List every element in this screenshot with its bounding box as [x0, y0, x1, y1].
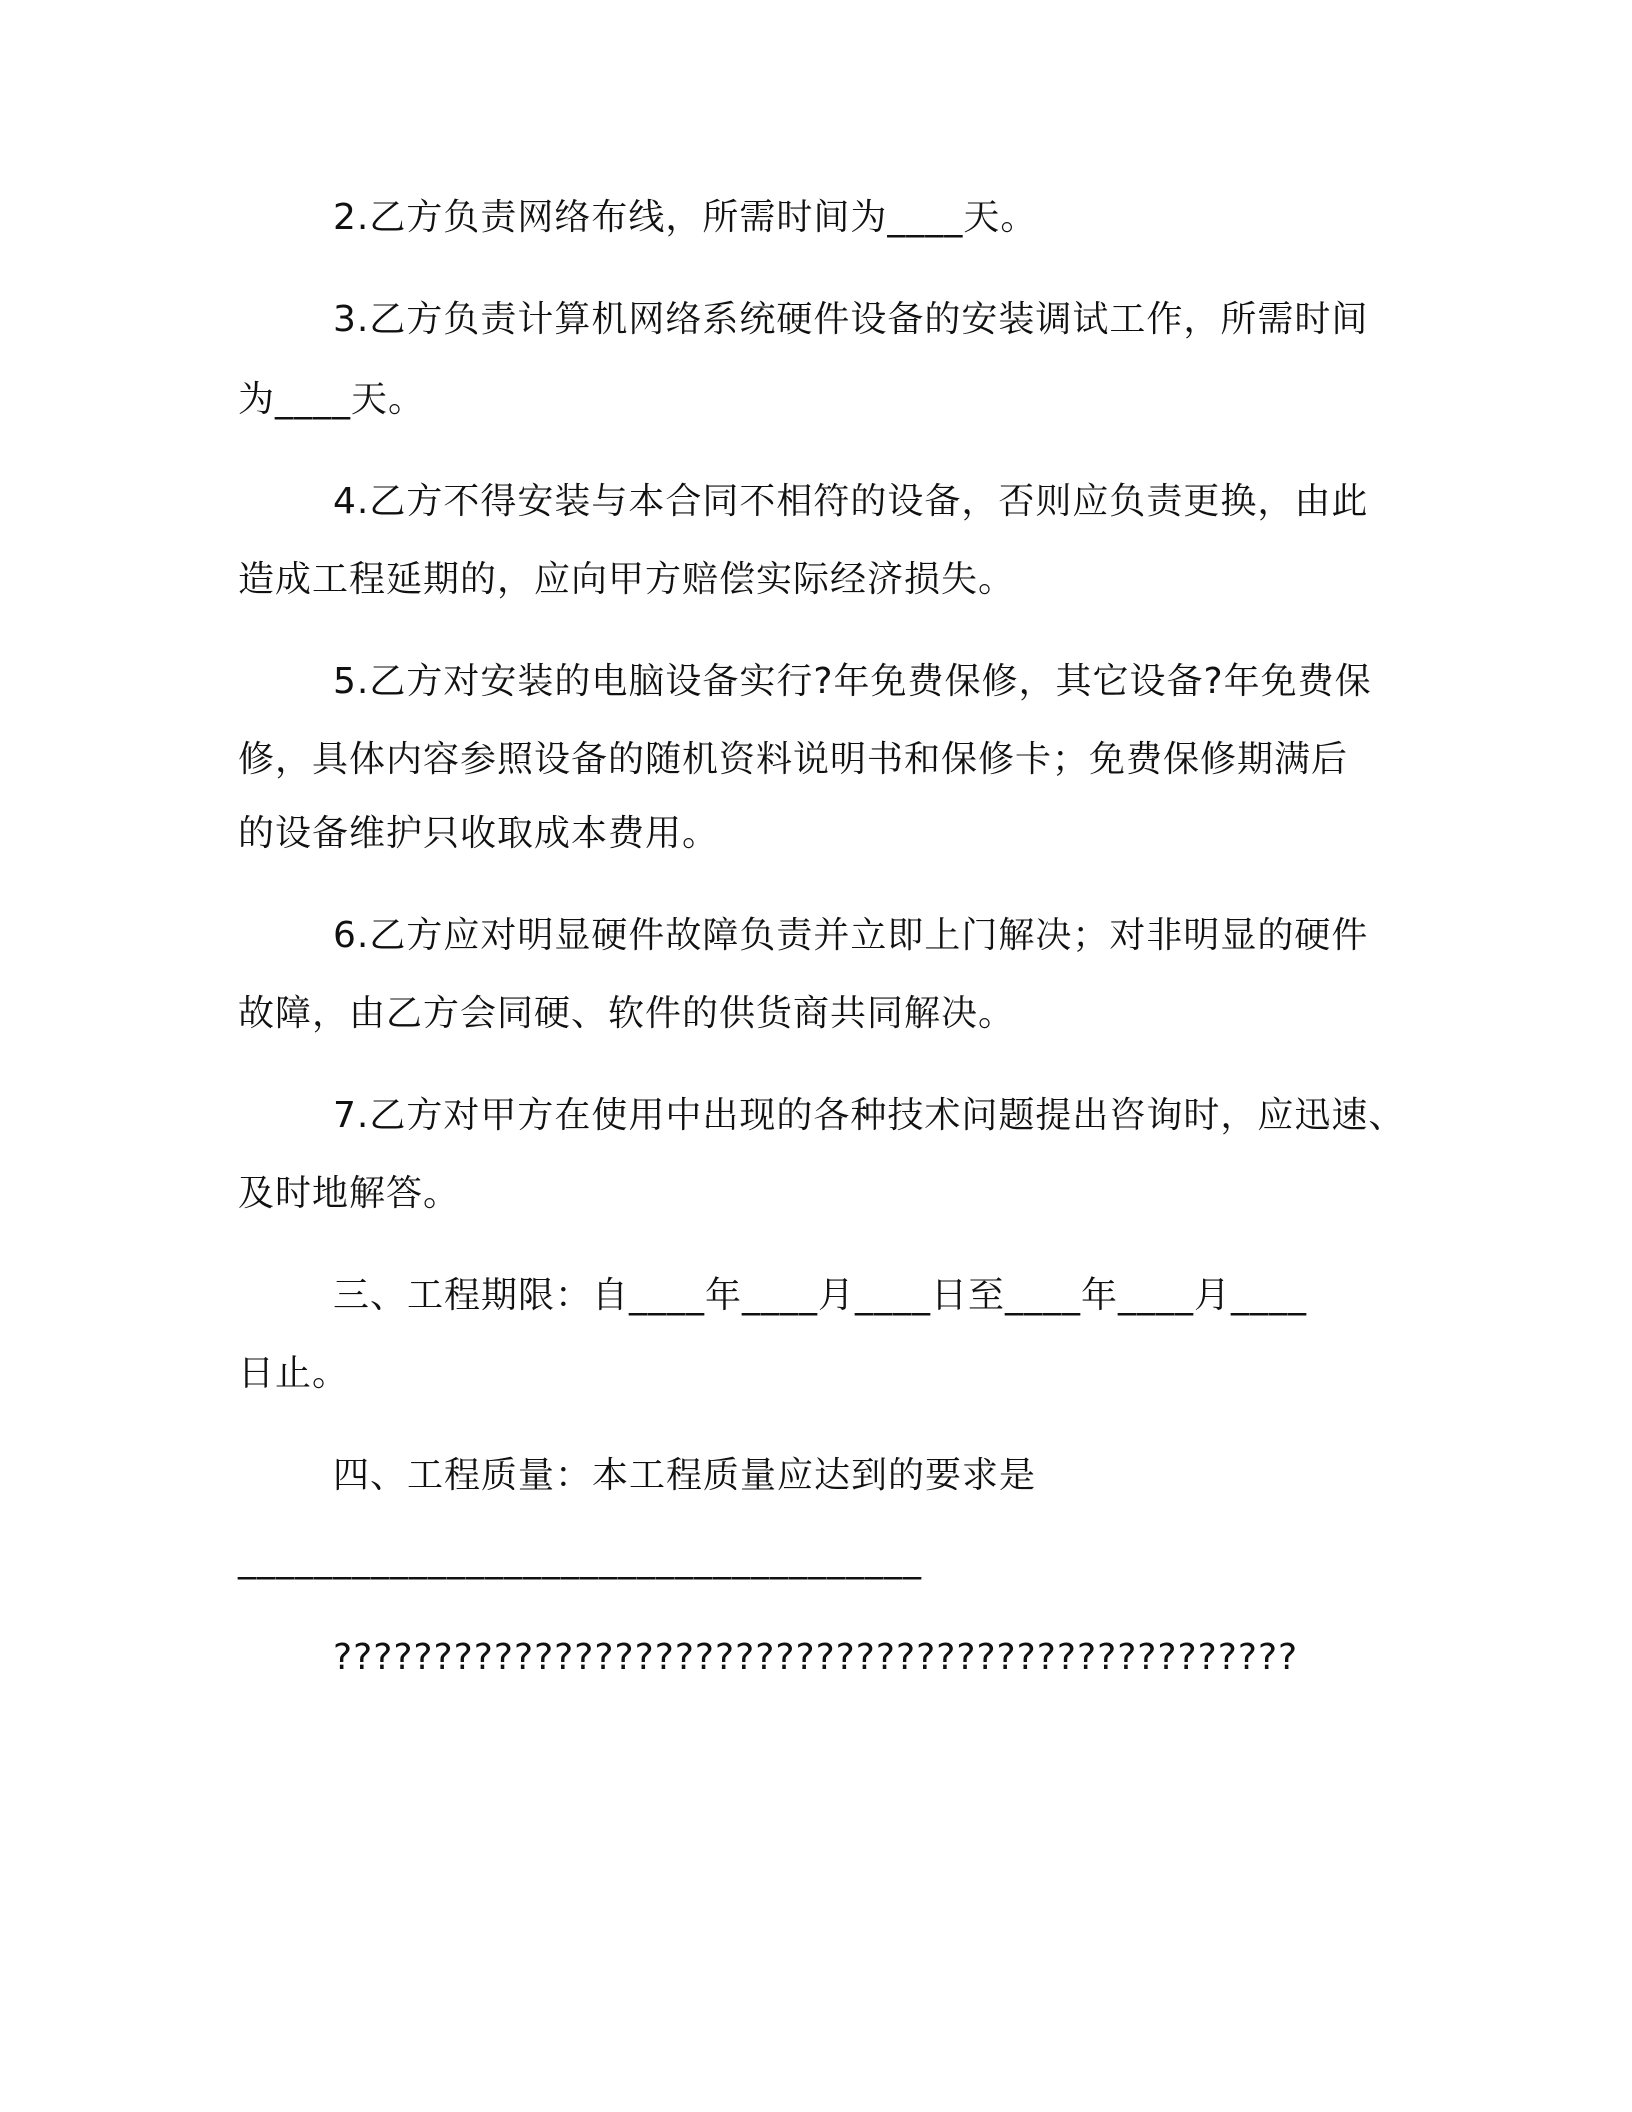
section-4-line-1: 四、工程质量：本工程质量应达到的要求是 [333, 1455, 1037, 1496]
clause-6-line-2: 故障，由乙方会同硬、软件的供货商共同解决。 [238, 993, 1016, 1034]
clause-3-line-2: 为____天。 [238, 379, 426, 420]
clause-2-line: 2.乙方负责网络布线，所需时间为____天。 [333, 197, 1038, 238]
clause-3-line-1: 3.乙方负责计算机网络系统硬件设备的安装调试工作，所需时间 [333, 299, 1369, 340]
clause-5-line-1: 5.乙方对安装的电脑设备实行?年免费保修，其它设备?年免费保 [333, 661, 1372, 702]
clause-4-line-2: 造成工程延期的，应向甲方赔偿实际经济损失。 [238, 559, 1016, 600]
garbled-text-line: ???????????????????????????????????????????????? [333, 1637, 1299, 1678]
quality-blank-line: ____________________________________ [238, 1539, 922, 1580]
clause-7-line-1: 7.乙方对甲方在使用中出现的各种技术问题提出咨询时，应迅速、 [333, 1095, 1406, 1136]
clause-5-line-3: 的设备维护只收取成本费用。 [238, 813, 720, 854]
section-3-line-1: 三、工程期限：自____年____月____日至____年____月____ [333, 1275, 1308, 1316]
section-3-line-2: 日止。 [238, 1353, 350, 1394]
clause-6-line-1: 6.乙方应对明显硬件故障负责并立即上门解决；对非明显的硬件 [333, 915, 1369, 956]
clause-5-line-2: 修，具体内容参照设备的随机资料说明书和保修卡；免费保修期满后 [238, 739, 1349, 780]
clause-4-line-1: 4.乙方不得安装与本合同不相符的设备，否则应负责更换，由此 [333, 481, 1369, 522]
clause-7-line-2: 及时地解答。 [238, 1173, 461, 1214]
